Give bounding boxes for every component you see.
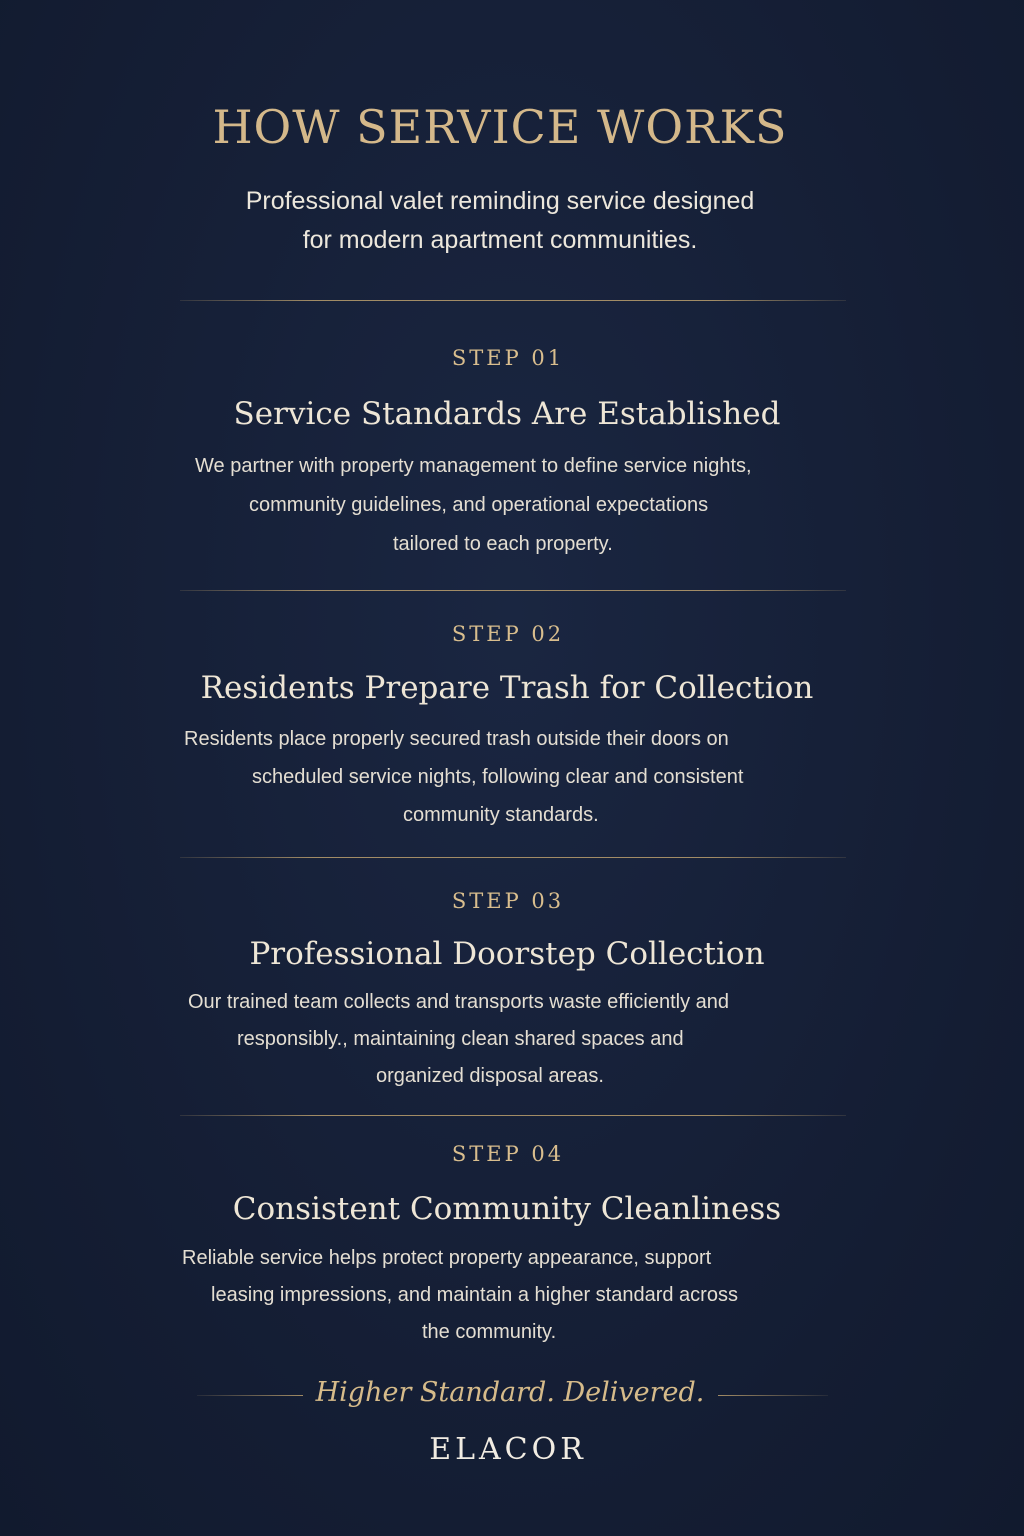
step-description-line: Residents place properly secured trash outside their doors on bbox=[184, 728, 729, 750]
tagline-row bbox=[0, 1373, 1024, 1417]
step-description-line: scheduled service nights, following clear and consistent bbox=[252, 766, 744, 788]
step-description-line: community standards. bbox=[403, 804, 599, 826]
step-label: STEP 04 bbox=[451, 1142, 565, 1166]
step-label: STEP 02 bbox=[451, 622, 565, 646]
step-description-line: the community. bbox=[422, 1321, 557, 1343]
section-divider bbox=[180, 1115, 846, 1116]
step-description-line: organized disposal areas. bbox=[376, 1065, 604, 1087]
step-description-line: responsibly., maintaining clean shared spaces and bbox=[237, 1028, 684, 1050]
step-heading: Consistent Community Cleanliness bbox=[232, 1191, 782, 1227]
section-divider bbox=[180, 857, 846, 858]
page-title: HOW SERVICE WORKS bbox=[212, 100, 788, 154]
step-description-line: Our trained team collects and transports waste efficiently and bbox=[188, 991, 730, 1013]
step-description-line: leasing impressions, and maintain a higher standard across bbox=[211, 1284, 738, 1306]
subtitle-line: for modern apartment communities. bbox=[302, 226, 698, 254]
step-description-line: community guidelines, and operational expectations bbox=[249, 494, 709, 516]
step-description-line: We partner with property management to define service nights, bbox=[195, 455, 752, 477]
subtitle-line: Professional valet reminding service designed bbox=[245, 187, 755, 215]
step-description-line: tailored to each property. bbox=[393, 533, 613, 555]
step-description-line: Reliable service helps protect property appearance, support bbox=[182, 1247, 712, 1269]
step-heading: Residents Prepare Trash for Collection bbox=[200, 670, 814, 706]
step-heading: Professional Doorstep Collection bbox=[249, 936, 765, 972]
section-divider bbox=[180, 300, 846, 301]
step-heading: Service Standards Are Established bbox=[233, 396, 781, 432]
section-divider bbox=[180, 590, 846, 591]
brand-logo: ELACOR bbox=[429, 1432, 587, 1467]
tagline-rule-right bbox=[718, 1395, 828, 1396]
step-label: STEP 03 bbox=[451, 889, 565, 913]
step-label: STEP 01 bbox=[451, 346, 565, 370]
tagline: Higher Standard. Delivered. bbox=[315, 1377, 705, 1408]
page-subtitle bbox=[0, 182, 1000, 260]
